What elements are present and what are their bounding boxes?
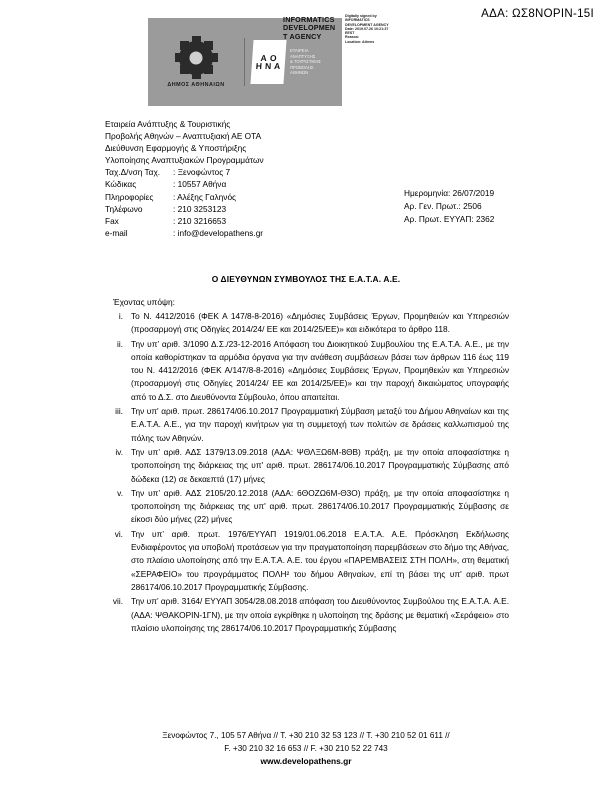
informatics-agency-label: INFORMATICS DEVELOPMEN T AGENCY (283, 15, 336, 41)
athina-mark-icon (250, 40, 286, 84)
clause-text: Την υπ’ αριθ. 3164/ ΕΥΥΑΠ 3054/28.08.2018 απόφαση του Διευθύνοντος Συμβούλου της Ε.Α.Τ.Α. Α.Ε. (ΑΔΑ: ΨΘΑΚΟΡΙΝ-1ΓΝ), με την οποία εγκρίθηκε η υλοποίηση της δράσης με θεματική «Σεράφειο» στο πλαίσιο υλοποίησης της 286174/06.10.2017 Προγραμματικής Σύμβασης (131, 596, 509, 633)
clause-item (105, 446, 509, 486)
clause-text: Την υπ’ αριθ. ΑΔΣ 1379/13.09.2018 (ΑΔΑ: ΨΘΛΞΩ6Μ-8ΘΒ) πράξη, με την οποία αποφασίστηκε η τροποποίηση της διάρκειας της υπ' αριθ. πρωτ. 286174/06.10.2017 Προγραμματικής Σύμβασης από δώδεκα (12) σε δεκαεπτά (17) μήνες (131, 446, 509, 484)
clause-text: Την υπ’ αριθ. ΑΔΣ 2105/20.12.2018 (ΑΔΑ: 6ΘΟΖΩ6Μ-Θ3Ο) πράξη, με την οποία αποφασίστηκε η τροποποίηση της διάρκειας της υπ' αριθ. πρωτ. 286174/06.10.2017 Προγραμματικής Σύμβασης σε είκοσι δύο μήνες (22) μήνες (131, 487, 509, 525)
clause-text: Το Ν. 4412/2016 (ΦΕΚ Α 147/8-8-2016) «Δημόσιες Συμβάσεις Έργων, Προμηθειών και Υπηρεσιών (προσαρμογή στις Οδηγίες 2014/24/ ΕΕ και 2014/25/ΕΕ)» και ειδικότερα το άρθρο 118. (131, 311, 509, 335)
footer-fax-line: F. +30 210 32 16 653 // F. +30 210 52 22 743 (224, 744, 388, 753)
footer-address-line: Ξενοφώντος 7., 105 57 Αθήνα // Τ. +30 210 32 53 123 // Τ. +30 210 52 01 611 // (162, 731, 450, 740)
contact-label: Ταχ.Δ/νση Ταχ. (105, 167, 161, 178)
athina-subtitle: ΕΤΑΙΡΕΙΑ ΑΝΑΠΤΥΞΗΣ & ΤΟΥΡΙΣΤΙΚΗΣ ΠΡΟΒΟΛΗΣ ΑΘΗΝΩΝ (290, 48, 321, 76)
contact-label: e-mail (105, 227, 128, 238)
municipality-logo (148, 18, 244, 106)
contact-value: : 210 3253123 (173, 203, 227, 214)
contact-row (105, 215, 405, 227)
municipality-seal-icon (179, 41, 213, 75)
clause-text: Την υπ’ αριθ. 3/1090 Δ.Σ./23-12-2016 Απόφαση του Διοικητικού Συμβουλίου της Ε.Α.Τ.Α. Α.Ε., με την οποία καθορίστηκαν τα αρμόδια όργανα για την ανάθεση συμβάσεων βάσει των άρθρων 116 έως 119 του Ν. 4412/2016 (ΦΕΚ Α/147/8-8-2016) «Δημόσιες Συμβάσεις Έργων, Προμηθειών και Υπηρεσιών (προσαρμογή στις Οδηγίες 2014/24/ ΕΕ και 2014/25/ΕΕ)» και την παροχή δικαιώματος υπογραφής από το Δ.Σ. στο Διευθύνοντα Σύμβουλο, όπου απαιτείται. (131, 338, 509, 402)
contact-row (105, 227, 405, 239)
clause-marker: v. (117, 487, 123, 498)
seal-rays-icon (173, 35, 219, 81)
page-footer (0, 729, 612, 768)
contact-label: Fax (105, 215, 119, 226)
org-line-1: Εταιρεία Ανάπτυξης & Τουριστικής (105, 119, 231, 129)
letterhead-block (105, 118, 405, 239)
eyyap-protocol-number: Αρ. Πρωτ. ΕΥΥΑΠ: 2362 (404, 213, 495, 224)
contact-label: Κώδικας (105, 179, 137, 190)
general-protocol-number: Αρ. Γεν. Πρωτ.: 2506 (404, 200, 482, 211)
footer-website[interactable]: www.developathens.gr (260, 756, 352, 766)
org-line-4: Υλοποίησης Αναπτυξιακών Προγραμμάτων (105, 155, 264, 166)
contact-value: : 10557 Αθήνα (173, 179, 227, 190)
preamble-text: Έχοντας υπόψη: (113, 297, 175, 307)
contact-value: : Ξενοφώντος 7 (173, 167, 231, 178)
ada-stamp: ΑΔΑ: ΩΣ8ΝΟΡΙΝ-15Ι (481, 8, 594, 20)
digital-signature-details: Digitally signed by INFORMATICS DEVELOPMENT AGENCY Date: 2019.07.26 10:21:37 EEST Reason: Location: Athens (345, 14, 389, 44)
clause-item (105, 487, 509, 527)
document-meta-block (404, 187, 604, 225)
page-title: Ο ΔΙΕΥΘΥΝΩΝ ΣΥΜΒΟΥΛΟΣ ΤΗΣ Ε.Α.Τ.Α. Α.Ε. (211, 274, 401, 284)
clause-marker: iv. (115, 446, 123, 457)
municipality-name: ΔΗΜΟΣ ΑΘΗΝΑΙΩΝ (167, 81, 225, 88)
clause-text: Την υπ' αριθ. πρωτ. 286174/06.10.2017 Προγραμματική Σύμβαση μεταξύ του Δήμου Αθηναίων και της Ε.Α.Τ.Α. Α.Ε., για την παροχή κινήτρων για τη συμμετοχή των πολιτών σε δράσεις καλλωπισμού της πόλης των Αθηνών. (131, 406, 509, 443)
clause-item (105, 405, 509, 445)
clause-item (105, 528, 509, 594)
clause-text: Την υπ’ αριθ. πρωτ. 1976/ΕΥΥΑΠ 1919/01.06.2018 Ε.Α.Τ.Α. Α.Ε. Πρόσκληση Εκδήλωσης Ενδιαφέροντος για υποβολή προτάσεων για την πραγματοποίηση παρεμβάσεων στο δήμο της Αθήνας, στο πλαίσιο υλοποίησης από την Ε.Α.Τ.Α. Α.Ε. του έργου «ΠΑΡΕΜΒΑΣΕΙΣ ΣΤΗ ΠΟΛΗ», στη θεματική «ΣΕΡΑΦΕΙΟ» του προγράμματος ΠΟΛΗ² του δήμου Αθηναίων, επί τη βάσει της υπ' αριθ. πρωτ 286174/06.10.2017 Προγραμματικής Σύμβασης. (131, 528, 509, 592)
clause-marker: ii. (117, 338, 123, 349)
clause-marker: vii. (112, 596, 123, 607)
contact-value: : Αλέξης Γαληνός (173, 191, 237, 202)
clause-item (105, 338, 509, 404)
clause-item (105, 310, 509, 337)
clause-marker: vi. (114, 528, 123, 539)
email-value[interactable]: : info@developathens.gr (173, 227, 264, 238)
clause-list (105, 310, 509, 636)
clause-marker: i. (118, 311, 123, 321)
contact-value: : 210 3216653 (173, 215, 227, 226)
document-date: Ημερομηνία: 26/07/2019 (404, 188, 495, 198)
contact-row (105, 166, 405, 178)
contact-row (105, 178, 405, 190)
clause-marker: iii. (115, 406, 123, 417)
org-line-2: Προβολής Αθηνών – Αναπτυξιακή ΑΕ ΟΤΑ (105, 131, 262, 142)
contact-row (105, 191, 405, 203)
contact-label: Τηλέφωνο (105, 203, 143, 214)
contact-label: Πληροφορίες (105, 191, 154, 202)
contact-row (105, 203, 405, 215)
clause-item (105, 595, 509, 635)
org-line-3: Διεύθυνση Εφαρμογής & Υποστήριξης (105, 143, 247, 154)
athina-letters: Α Ο Η Ν Α (255, 52, 281, 71)
